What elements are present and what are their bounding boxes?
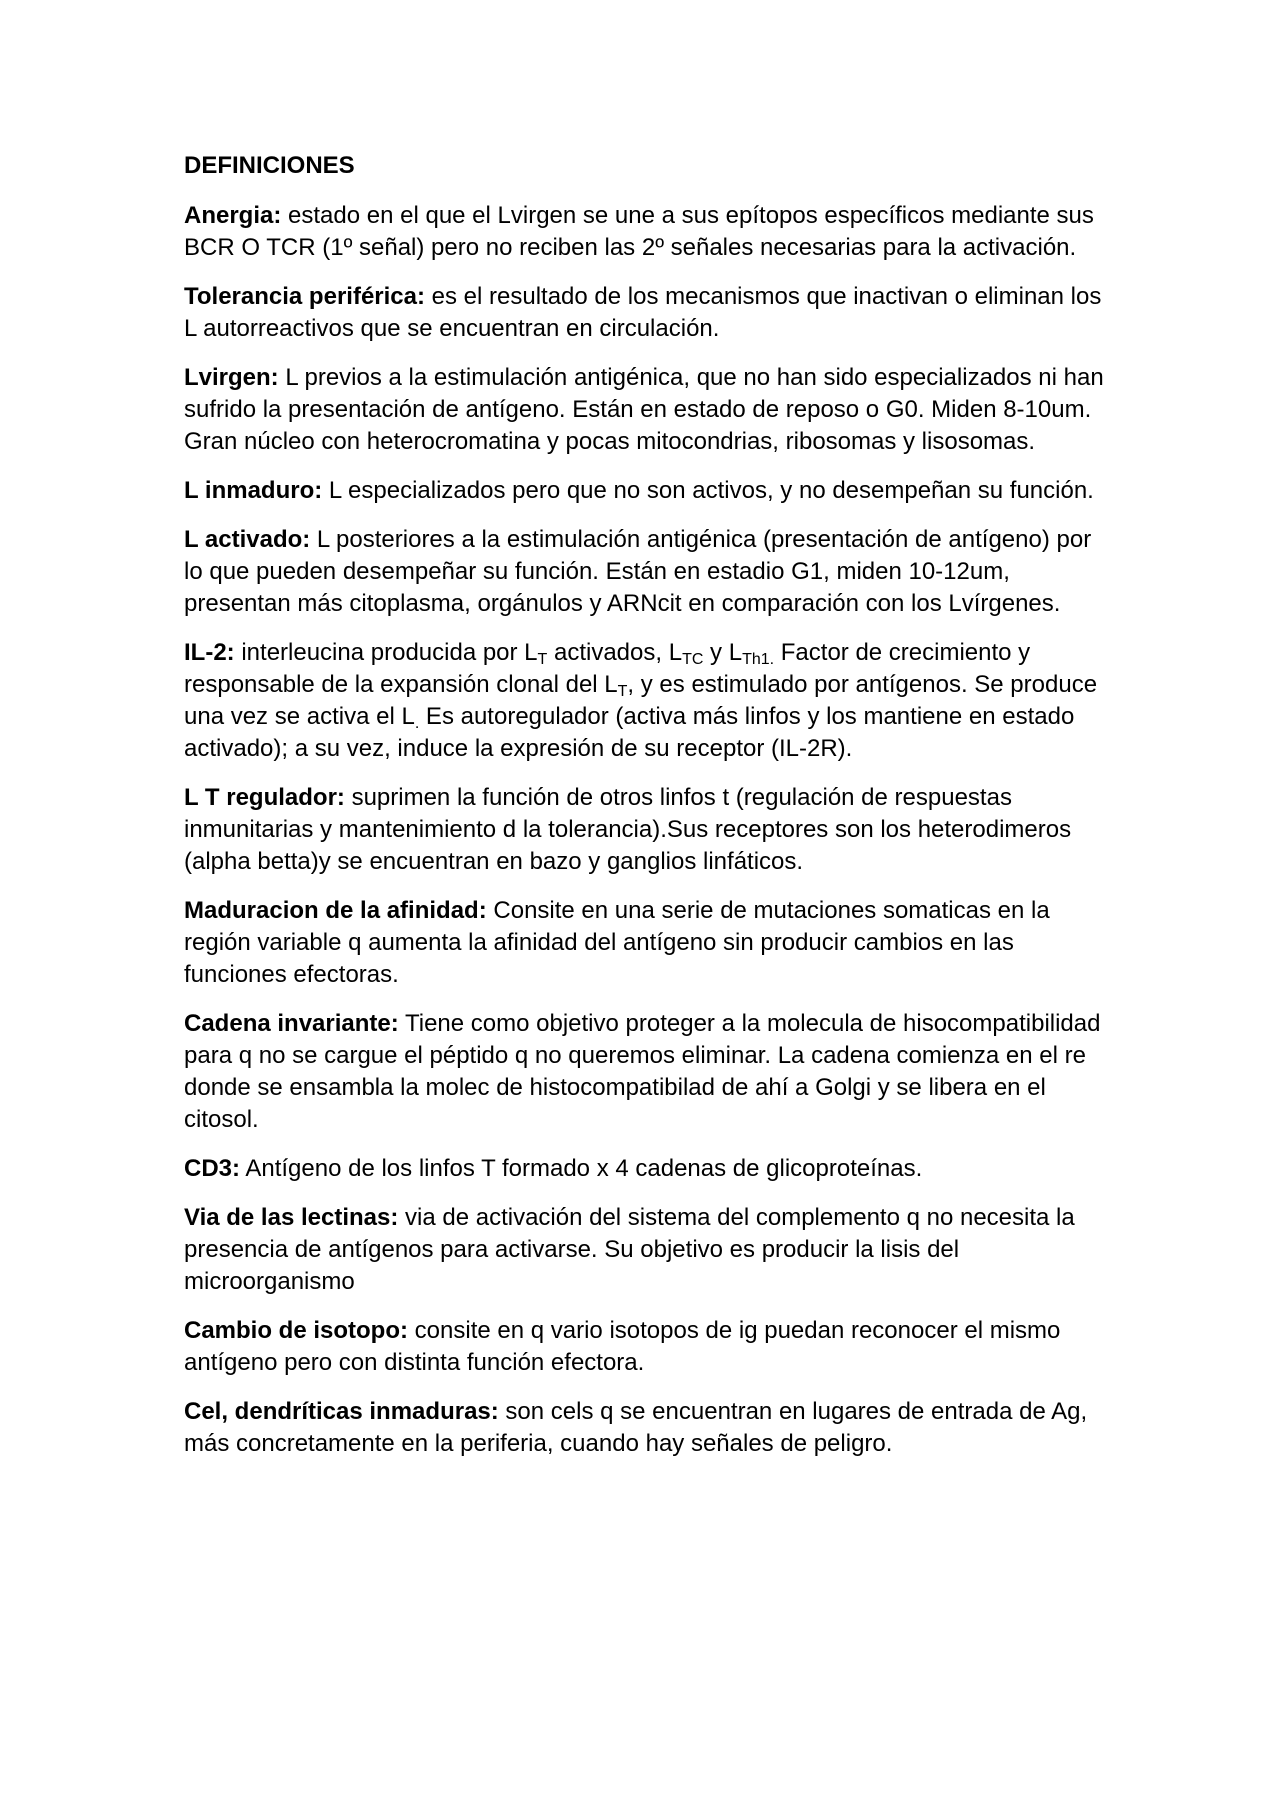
definition-l-inmaduro — [184, 475, 1114, 507]
definition-via-lectinas — [184, 1202, 1114, 1298]
definition-term: Anergia: — [184, 202, 282, 229]
definition-text: Antígeno de los linfos T formado x 4 cadenas de glicoproteínas. — [240, 1155, 923, 1182]
definition-term: L inmaduro: — [184, 477, 323, 504]
definition-text: L posteriores a la estimulación antigénica (presentación de antígeno) por lo que pueden desempeñar su función. Están en estadio G1, miden 10-12um, presentan más citoplasma, orgánulos y ARNcit en comparación con los Lvírgenes. — [184, 526, 1092, 617]
definition-text: Consite en una serie de mutaciones somaticas en la región variable q aumenta la afinidad del antígeno sin producir cambios en las funciones efectoras. — [184, 897, 1050, 988]
definition-term: Via de las lectinas: — [184, 1204, 399, 1231]
definition-l-activado — [184, 524, 1114, 620]
definition-term: Tolerancia periférica: — [184, 283, 425, 310]
definition-term: CD3: — [184, 1155, 241, 1182]
definition-term: Cel, dendríticas inmaduras: — [184, 1398, 499, 1425]
document-page — [184, 150, 1114, 1477]
definition-term: Cambio de isotopo: — [184, 1317, 408, 1344]
definition-lt-regulador — [184, 782, 1114, 878]
definition-text: son cels q se encuentran en lugares de entrada de Ag, más concretamente en la periferia, cuando hay señales de peligro. — [184, 1398, 1088, 1457]
definition-text: suprimen la función de otros linfos t (regulación de respuestas inmunitarias y mantenimiento d la tolerancia).Sus receptores son los heterodimeros (alpha betta)y se encuentran en bazo y ganglios linfáticos. — [184, 784, 1072, 875]
definition-text: L previos a la estimulación antigénica, que no han sido especializados ni han sufrido la presentación de antígeno. Están en estado de reposo o G0. Miden 8-10um. Gran núcleo con heterocromatina y pocas mitocondrias, ribosomas y lisosomas. — [184, 364, 1104, 455]
definition-text: interleucina producida por L — [234, 639, 538, 666]
definition-maduracion-afinidad — [184, 895, 1114, 991]
definition-il-2 — [184, 637, 1114, 765]
definition-anergia — [184, 200, 1114, 264]
definition-term: L activado: — [184, 526, 311, 553]
definition-term: IL-2: — [184, 639, 235, 666]
definition-text: Factor de crecimiento y responsable de la expansión clonal del L — [184, 639, 1031, 698]
definition-text: via de activación del sistema del complemento q no necesita la presencia de antígenos para activarse. Su objetivo es producir la lisis del microorganismo — [184, 1204, 1075, 1295]
definition-text: es el resultado de los mecanismos que inactivan o eliminan los L autorreactivos que se encuentran en circulación. — [184, 283, 1102, 342]
definition-term: L T regulador: — [184, 784, 345, 811]
definition-text: activados, L — [547, 639, 683, 666]
subscript: T — [537, 651, 548, 668]
definition-term: Lvirgen: — [184, 364, 279, 391]
definition-cd3 — [184, 1153, 1114, 1185]
definition-text: Tiene como objetivo proteger a la molecula de hisocompatibilidad para q no se cargue el péptido q no queremos eliminar. La cadena comienza en el re donde se ensambla la molec de histocompatibilad de ahí a Golgi y se libera en el citosol. — [184, 1010, 1101, 1133]
definition-cel-dendriticas — [184, 1396, 1114, 1460]
page-title: DEFINICIONES — [184, 152, 355, 179]
definition-cadena-invariante — [184, 1008, 1114, 1136]
subscript: T — [617, 683, 628, 700]
definition-tolerancia-periferica — [184, 281, 1114, 345]
definition-text: L especializados pero que no son activos, y no desempeñan su función. — [322, 477, 1094, 504]
definition-cambio-isotopo — [184, 1315, 1114, 1379]
definition-lvirgen — [184, 362, 1114, 458]
definition-text: consite en q vario isotopos de ig puedan reconocer el mismo antígeno pero con distinta función efectora. — [184, 1317, 1061, 1376]
subscript: . — [414, 715, 420, 732]
definition-text: y L — [703, 639, 743, 666]
definition-term: Cadena invariante: — [184, 1010, 399, 1037]
definition-term: Maduracion de la afinidad: — [184, 897, 487, 924]
subscript: Th1. — [742, 651, 775, 668]
subscript: TC — [682, 651, 704, 668]
definition-text: Es autoregulador (activa más linfos y los mantiene en estado activado); a su vez, induce la expresión de su receptor (IL-2R). — [184, 703, 1075, 762]
definition-text: estado en el que el Lvirgen se une a sus epítopos específicos mediante sus BCR O TCR (1º señal) pero no reciben las 2º señales necesarias para la activación. — [184, 202, 1094, 261]
definition-text: , y es estimulado por antígenos. Se produce una vez se activa el L — [184, 671, 1098, 730]
